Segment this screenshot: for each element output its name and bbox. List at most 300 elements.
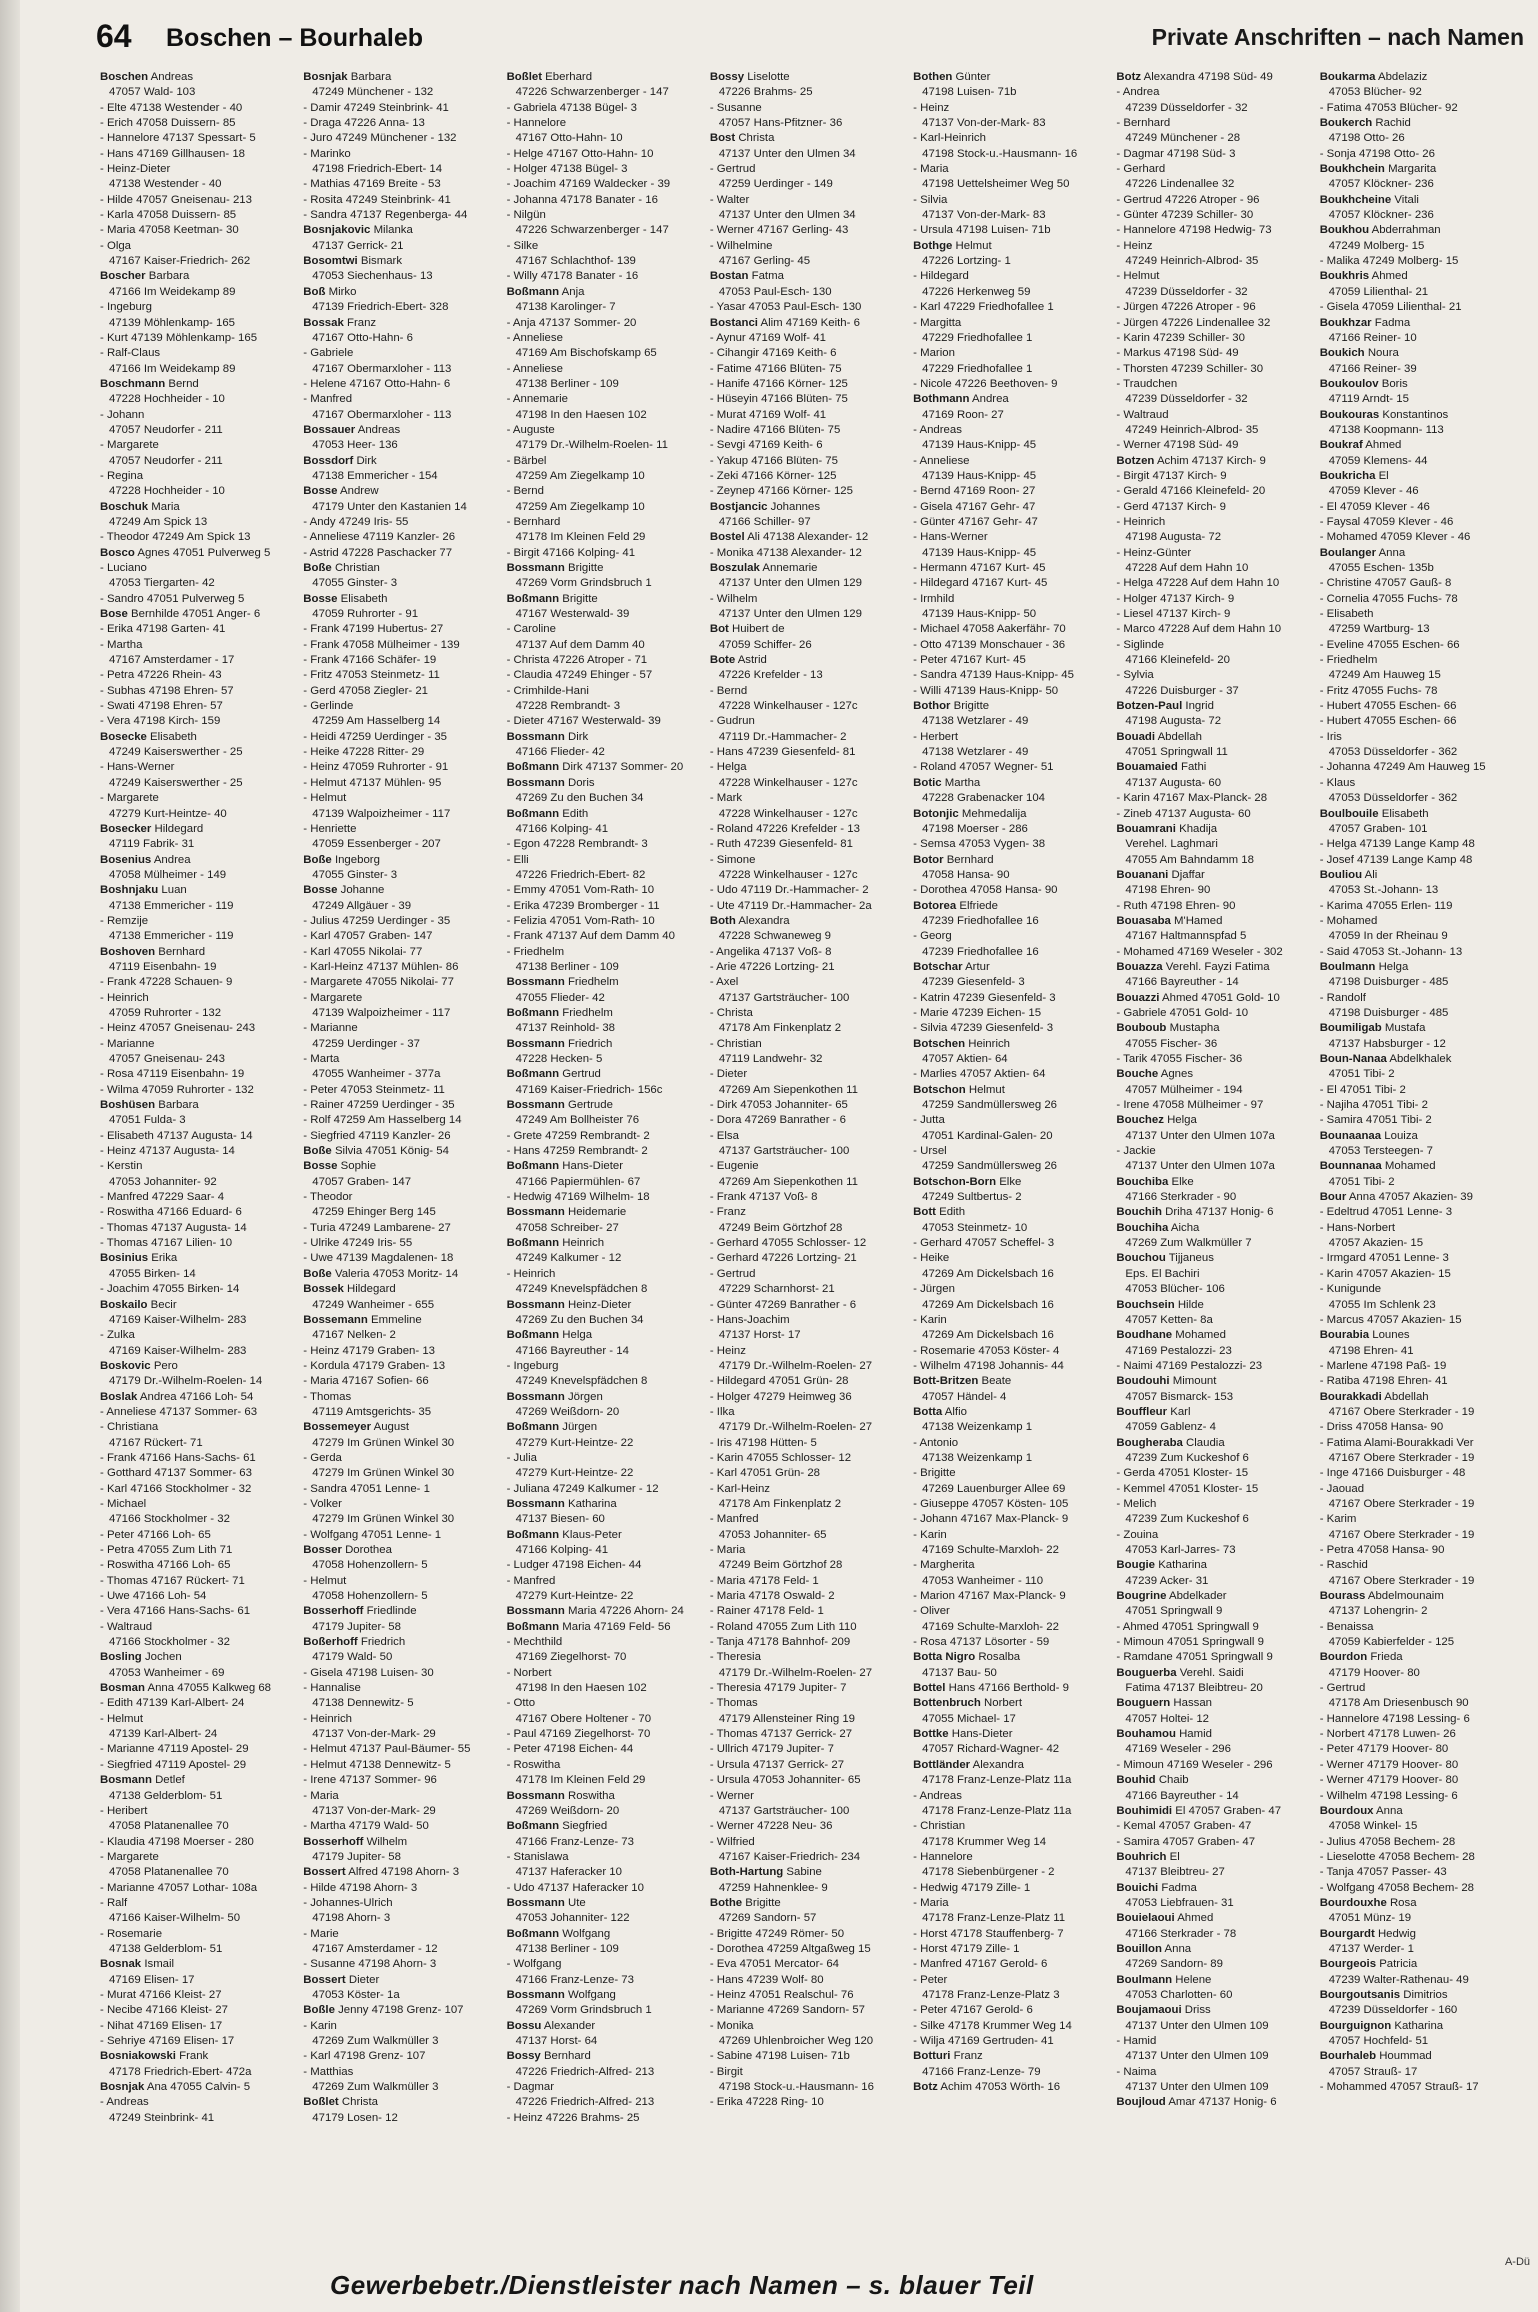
entry-text: - Irene 47058 Mülheimer - 97 (1116, 1099, 1264, 1112)
directory-entry (303, 1006, 498, 1021)
directory-entry (1116, 991, 1311, 1006)
entry-text: 47198 Ehren- 41 (1328, 1344, 1414, 1357)
directory-entry (507, 1420, 702, 1435)
entry-text: 47051 Tibi- 2 (1328, 1175, 1395, 1188)
entry-text: - Christiana (100, 1421, 159, 1434)
entry-text: 47057 Neudorfer - 211 (109, 454, 223, 467)
surname: Boße (303, 853, 332, 866)
entry-text: 47249 Kalkumer - 12 (515, 1252, 622, 1265)
entry-text: Ute (567, 1896, 586, 1909)
entry-text: 47169 Kaiser-Wilhelm- 283 (109, 1344, 247, 1357)
directory-entry (913, 438, 1108, 453)
entry-text: 47239 Giesenfeld- 3 (922, 976, 1025, 989)
directory-entry (710, 1911, 905, 1926)
directory-entry (507, 1021, 702, 1036)
directory-entry (100, 85, 295, 100)
entry-text: - Draga 47226 Anna- 13 (303, 117, 425, 130)
directory-entry (507, 1942, 702, 1957)
directory-entry (913, 239, 1108, 254)
directory-entry (1320, 576, 1515, 591)
directory-entry (100, 653, 295, 668)
entry-text: - Margarete 47055 Nikolai- 77 (303, 976, 454, 989)
entry-text: Doris (567, 776, 595, 789)
directory-entry (913, 1159, 1108, 1174)
surname: Bossmann (506, 1988, 565, 2001)
directory-entry (303, 1482, 498, 1497)
entry-text: 47137 Unter den Ulmen 34 (718, 209, 856, 222)
directory-entry (507, 1006, 702, 1021)
entry-text: 47167 Obere Sterkrader - 19 (1328, 1528, 1475, 1541)
entry-text: - Hans 47259 Rembrandt- 2 (506, 1145, 648, 1158)
surname: Bothge (913, 239, 953, 252)
surname: Bossmann (506, 1896, 565, 1909)
entry-text: 47051 Fulda- 3 (109, 1114, 186, 1127)
directory-entry (303, 1436, 498, 1451)
entry-text: - Susanne (709, 101, 762, 114)
directory-entry (710, 1957, 905, 1972)
directory-entry (507, 1451, 702, 1466)
directory-entry (100, 131, 295, 146)
entry-text: 47137 Unter den Ulmen 109 (1125, 2019, 1269, 2032)
entry-text: - Uwe 47166 Loh- 54 (100, 1590, 207, 1603)
directory-entry (1320, 546, 1515, 561)
entry-text: - Petra 47226 Rhein- 43 (100, 669, 222, 682)
entry-text: - Karin (303, 2019, 337, 2032)
directory-entry (913, 1190, 1108, 1205)
directory-entry (303, 2034, 498, 2049)
directory-entry (1320, 1021, 1515, 1036)
entry-text: 47057 Richard-Wagner- 42 (922, 1743, 1060, 1756)
entry-text: - Kunigunde (1319, 1283, 1382, 1296)
directory-entry (913, 699, 1108, 714)
entry-text: 47249 Beim Görtzhof 28 (718, 1559, 843, 1572)
directory-entry (100, 1835, 295, 1850)
entry-text: 47169 Schulte-Marxloh- 22 (922, 1544, 1059, 1556)
entry-text: Andreas (357, 423, 401, 436)
entry-text: - Friedhelm (1319, 654, 1378, 667)
entry-text: - Egon 47228 Rembrandt- 3 (506, 838, 648, 851)
directory-entry (303, 1927, 498, 1942)
entry-text: Friedhelm (567, 976, 619, 989)
directory-entry (913, 1896, 1108, 1911)
directory-entry (100, 807, 295, 822)
directory-entry (913, 1298, 1108, 1313)
directory-entry (507, 638, 702, 653)
directory-entry (1320, 1083, 1515, 1098)
entry-text: - Silvia 47239 Giesenfeld- 3 (913, 1022, 1054, 1035)
directory-entry (100, 1190, 295, 1205)
entry-text: - Luciano (100, 562, 147, 574)
entry-text: 47139 Möhlenkamp- 165 (109, 316, 236, 329)
entry-text: 47169 Weseler - 296 (1125, 1743, 1231, 1756)
directory-entry (303, 561, 498, 576)
directory-entry (1116, 1374, 1311, 1389)
entry-text: - Karl 47055 Nikolai- 77 (303, 945, 423, 958)
entry-text: 47137 Unter den Ulmen 107a (1125, 1160, 1275, 1173)
entry-text: 47178 Franz-Lenze-Platz 11a (922, 1774, 1072, 1787)
surname: Bosse (303, 884, 338, 897)
directory-entry (100, 2034, 295, 2049)
directory-entry (1116, 975, 1311, 990)
entry-text: 47198 Stock-u.-Hausmann- 16 (922, 147, 1078, 160)
directory-entry (1116, 208, 1311, 223)
entry-text: - Heinrich (1116, 515, 1166, 528)
directory-entry (100, 1512, 295, 1527)
directory-entry (710, 208, 905, 223)
directory-entry (1116, 1497, 1311, 1512)
directory-entry (303, 1604, 498, 1619)
directory-entry (303, 1344, 498, 1359)
entry-text: 47169 Pestalozzi- 23 (1125, 1344, 1232, 1357)
directory-entry (303, 1405, 498, 1420)
directory-entry (303, 1973, 498, 1988)
entry-text: 47226 Schwarzenberger - 147 (515, 86, 669, 99)
entry-text: - Hilde 47198 Ahorn- 3 (303, 1881, 418, 1894)
entry-text: Hildegard (154, 822, 204, 835)
entry-text: - Bärbel (506, 454, 547, 467)
directory-entry (1116, 1113, 1311, 1128)
entry-text: - Karla 47058 Duissern- 85 (100, 209, 237, 222)
entry-text: Elke (1171, 1175, 1194, 1188)
entry-text: Katharina (567, 1497, 617, 1510)
directory-entry (100, 1267, 295, 1282)
directory-entry (1116, 699, 1311, 714)
directory-entry (303, 131, 498, 146)
entry-text: Elisabeth (150, 730, 197, 743)
surname: Bosse (303, 485, 338, 498)
directory-entry (507, 945, 702, 960)
entry-text: Rosalba (978, 1651, 1021, 1664)
directory-entry (303, 2080, 498, 2095)
directory-entry (1116, 1543, 1311, 1558)
directory-column-6 (1116, 70, 1311, 2255)
directory-entry (1116, 1236, 1311, 1251)
entry-text: 47058 Platanenallee 70 (109, 1820, 229, 1833)
directory-entry (710, 868, 905, 883)
directory-entry (1116, 2065, 1311, 2080)
entry-text: - Iris 47198 Hütten- 5 (709, 1436, 817, 1449)
directory-entry (913, 1635, 1108, 1650)
directory-entry (1116, 1927, 1311, 1942)
entry-text: 47138 Emmericher - 154 (312, 469, 438, 482)
directory-entry (913, 1328, 1108, 1343)
entry-text: - Silke 47178 Krummer Weg 14 (913, 2019, 1072, 2032)
directory-entry (1116, 239, 1311, 254)
surname: Boukich (1319, 347, 1365, 360)
entry-text: 47167 Amsterdamer - 12 (312, 1942, 438, 1955)
entry-text: - Bernhard (1116, 117, 1171, 130)
directory-entry (100, 1113, 295, 1128)
entry-text: Maria 47226 Ahorn- 24 (567, 1605, 684, 1618)
entry-text: - Mathias 47169 Breite - 53 (303, 178, 441, 191)
entry-text: - Wilhelm 47198 Johannis- 44 (913, 1359, 1064, 1372)
entry-text: - Willy 47178 Banater - 16 (506, 270, 639, 283)
directory-entry (100, 561, 295, 576)
entry-text: 47269 Zum Walkmüller 3 (312, 2035, 439, 2047)
entry-text: 47137 Unter den Ulmen 129 (718, 608, 862, 621)
entry-text: - Margarete (303, 991, 363, 1004)
directory-entry (507, 607, 702, 622)
directory-entry (303, 899, 498, 914)
surname: Bosomtwi (303, 255, 358, 268)
surname: Bosling (100, 1651, 142, 1664)
directory-entry (100, 1328, 295, 1343)
directory-entry (507, 914, 702, 929)
directory-entry (303, 1328, 498, 1343)
entry-text: - Samira 47057 Graben- 47 (1116, 1835, 1256, 1848)
entry-text: 47178 Im Kleinen Feld 29 (515, 531, 646, 544)
entry-text: Maria (151, 500, 180, 513)
directory-entry (507, 791, 702, 806)
surname: Bouillon (1116, 1942, 1162, 1955)
directory-entry (507, 1927, 702, 1942)
entry-text: 47269 Zu den Buchen 34 (515, 792, 644, 805)
entry-text: 47198 In den Haesen 102 (515, 1682, 647, 1695)
entry-text: Andreas (150, 71, 194, 83)
surname: Botorea (913, 899, 957, 912)
directory-entry (100, 1497, 295, 1512)
surname: Bourdon (1319, 1651, 1368, 1664)
directory-entry (1320, 1696, 1515, 1711)
entry-text: - Rosemarie (100, 1927, 163, 1940)
entry-text: - Werner 47228 Neu- 36 (709, 1820, 833, 1833)
directory-entry (507, 1144, 702, 1159)
directory-entry (100, 714, 295, 729)
directory-entry (303, 945, 498, 960)
directory-entry (1320, 1742, 1515, 1757)
directory-entry (100, 1129, 295, 1144)
directory-entry (913, 945, 1108, 960)
entry-text: - Brigitte 47249 Römer- 50 (709, 1927, 845, 1940)
directory-entry (303, 1113, 498, 1128)
surname: Boßerhoff (303, 1636, 358, 1649)
directory-entry (913, 1865, 1108, 1880)
entry-text: 47249 Am Bollheister 76 (515, 1114, 640, 1127)
directory-entry (303, 914, 498, 929)
entry-text: - Najiha 47051 Tibi- 2 (1319, 1099, 1428, 1112)
entry-text: 47169 Schulte-Marxloh- 22 (922, 1620, 1059, 1633)
entry-text: - Marlene 47198 Paß- 19 (1319, 1359, 1447, 1372)
entry-text: 47249 Münchener - 132 (312, 86, 434, 99)
entry-text: - Frank 47166 Schäfer- 19 (303, 654, 437, 667)
entry-text: 47137 Von-der-Mark- 29 (312, 1804, 436, 1817)
directory-entry (507, 1543, 702, 1558)
entry-text: - Peter (913, 1973, 948, 1986)
entry-text: Rachid (1375, 117, 1411, 130)
entry-text: 47249 Heinrich-Albrod- 35 (1125, 423, 1259, 436)
directory-entry (1320, 1973, 1515, 1988)
directory-entry (710, 1589, 905, 1604)
directory-entry (710, 1850, 905, 1865)
directory-entry (1116, 684, 1311, 699)
surname: Boskovic (100, 1359, 151, 1372)
entry-text: - Damir 47249 Steinbrink- 41 (303, 101, 449, 114)
entry-text: - Anneliese (506, 331, 563, 344)
directory-entry (913, 101, 1108, 116)
entry-text: Jenny 47198 Grenz- 107 (338, 2004, 464, 2017)
entry-text: - Axel (709, 976, 739, 989)
directory-entry (710, 745, 905, 760)
surname: Boszulak (709, 562, 760, 574)
directory-entry (507, 1528, 702, 1543)
entry-text: - Norbert (506, 1666, 552, 1679)
directory-entry (100, 1405, 295, 1420)
entry-text: - Helmut 47137 Paul-Bäumer- 55 (303, 1743, 471, 1756)
surname: Bouchiba (1116, 1175, 1169, 1188)
directory-entry (507, 929, 702, 944)
entry-text: 47198 Luisen- 71b (922, 86, 1017, 99)
directory-entry (1116, 1267, 1311, 1282)
directory-entry (710, 454, 905, 469)
directory-entry (913, 776, 1108, 791)
directory-entry (1116, 147, 1311, 162)
entry-text: - Karl 47229 Friedhofallee 1 (913, 301, 1054, 314)
entry-text: Djaffar (1171, 868, 1205, 881)
directory-entry (710, 2095, 905, 2110)
entry-text: 47053 Steinmetz- 10 (922, 1221, 1028, 1234)
entry-text: 47169 Kaiser-Wilhelm- 283 (109, 1313, 247, 1326)
directory-entry (303, 484, 498, 499)
surname: Bosecke (100, 730, 147, 743)
entry-text: 47119 Amtsgerichts- 35 (312, 1405, 432, 1418)
entry-text: 47051 Münz- 19 (1328, 1912, 1412, 1925)
entry-text: Alim 47169 Keith- 6 (760, 316, 860, 329)
entry-text: - Marianne (303, 1022, 358, 1035)
entry-text: 47053 Blücher- 106 (1125, 1283, 1225, 1296)
surname: Bossu (506, 2019, 542, 2032)
directory-entry (1320, 2080, 1515, 2095)
directory-entry (710, 1896, 905, 1911)
directory-entry (1320, 1098, 1515, 1113)
entry-text: 47059 Gablenz- 4 (1125, 1421, 1216, 1434)
entry-text: 47137 Augusta- 60 (1125, 776, 1222, 789)
surname: Bossmann (506, 776, 565, 789)
entry-text: 47137 Gartsträucher- 100 (718, 991, 850, 1004)
directory-entry (913, 331, 1108, 346)
directory-entry (1320, 714, 1515, 729)
entry-text: - Josef 47139 Lange Kamp 48 (1319, 853, 1473, 866)
entry-text: - Peter 47198 Eichen- 44 (506, 1743, 634, 1756)
directory-entry (303, 1313, 498, 1328)
entry-text: 47249 Molberg- 15 (1328, 239, 1425, 252)
entry-text: 47051 Kardinal-Galen- 20 (922, 1129, 1053, 1142)
entry-text: 47269 Uhlenbroicher Weg 120 (718, 2035, 874, 2047)
directory-entry (913, 484, 1108, 499)
surname: Bosniakowski (100, 2050, 176, 2063)
surname: Boukhcheine (1319, 193, 1392, 206)
entry-text: 47226 Lortzing- 1 (922, 255, 1011, 268)
directory-entry (1116, 1451, 1311, 1466)
entry-text: 47167 Schlachthof- 139 (515, 255, 636, 268)
directory-entry (303, 1696, 498, 1711)
directory-entry (1320, 668, 1515, 683)
directory-entry (507, 1712, 702, 1727)
entry-text: 47226 Herkenweg 59 (922, 285, 1031, 298)
directory-entry (913, 1390, 1108, 1405)
entry-text: 47249 Sultbertus- 2 (922, 1191, 1022, 1204)
entry-text: - Siegfried 47119 Kanzler- 26 (303, 1129, 451, 1142)
directory-entry (1116, 1175, 1311, 1190)
entry-text: 47249 Münchener - 28 (1125, 132, 1241, 145)
directory-entry (710, 975, 905, 990)
directory-entry (1116, 285, 1311, 300)
directory-entry (913, 684, 1108, 699)
entry-text: Andrew (340, 485, 379, 498)
directory-entry (1116, 1359, 1311, 1374)
directory-entry (913, 2065, 1108, 2080)
directory-entry (303, 346, 498, 361)
directory-entry (303, 438, 498, 453)
directory-entry (303, 837, 498, 852)
entry-text: - Wilja 47169 Gertruden- 41 (913, 2035, 1054, 2047)
entry-text: 47057 Graben- 101 (1328, 822, 1428, 835)
entry-text: Emmeline (371, 1313, 422, 1326)
entry-text: 47053 Düsseldorfer - 362 (1328, 746, 1458, 759)
directory-entry (507, 699, 702, 714)
entry-text: - Hans-Werner (913, 531, 988, 544)
directory-entry (100, 1942, 295, 1957)
directory-entry (710, 177, 905, 192)
directory-entry (100, 177, 295, 192)
directory-entry (710, 1390, 905, 1405)
surname: Boß (303, 285, 326, 298)
entry-text: 47138 Dennewitz- 5 (312, 1697, 414, 1710)
directory-entry (100, 254, 295, 269)
entry-text: 47239 Düsseldorfer - 32 (1125, 101, 1248, 114)
directory-entry (100, 1052, 295, 1067)
entry-text: - Elli (506, 853, 529, 866)
surname: Botzen-Paul (1116, 700, 1183, 713)
entry-text: 47059 Ruhrorter - 91 (312, 608, 419, 621)
directory-entry (913, 1574, 1108, 1589)
surname: Bosnjak (100, 2081, 145, 2094)
directory-entry (1116, 85, 1311, 100)
entry-text: - Randolf (1319, 991, 1366, 1004)
entry-text: 47138 Gelderblom- 51 (109, 1942, 223, 1955)
directory-entry (1116, 1313, 1311, 1328)
directory-entry (1116, 1819, 1311, 1834)
surname: Boschmann (100, 377, 166, 390)
entry-text: - Dirk 47053 Johanniter- 65 (709, 1099, 848, 1112)
directory-entry (100, 1159, 295, 1174)
directory-entry (913, 1773, 1108, 1788)
directory-entry (913, 1604, 1108, 1619)
entry-text: 47166 Kaiser-Wilhelm- 50 (109, 1912, 241, 1925)
directory-entry (913, 285, 1108, 300)
entry-text: 47138 Berliner - 109 (515, 960, 619, 973)
directory-entry (100, 1313, 295, 1328)
directory-entry (507, 85, 702, 100)
directory-entry (1116, 1251, 1311, 1266)
surname: Botic (913, 776, 942, 789)
directory-entry (913, 668, 1108, 683)
entry-text: Khadija (1179, 822, 1218, 835)
directory-entry (303, 868, 498, 883)
directory-entry (913, 1037, 1108, 1052)
directory-entry (100, 2111, 295, 2126)
entry-text: 47053 Köster- 1a (312, 1988, 400, 2001)
entry-text: 47226 Schwarzenberger - 147 (515, 224, 669, 237)
entry-text: 47059 Lilienthal- 21 (1328, 285, 1429, 298)
entry-text: 47167 Haltmannspfad 5 (1125, 930, 1247, 943)
entry-text: 47229 Friedhofallee 1 (922, 362, 1033, 375)
entry-text: 47228 Rembrandt- 3 (515, 700, 621, 713)
directory-entry (507, 991, 702, 1006)
directory-entry (913, 408, 1108, 423)
entry-text: August (373, 1421, 410, 1434)
directory-entry (710, 1543, 905, 1558)
entry-text: 47179 Allensteiner Ring 19 (718, 1712, 855, 1725)
